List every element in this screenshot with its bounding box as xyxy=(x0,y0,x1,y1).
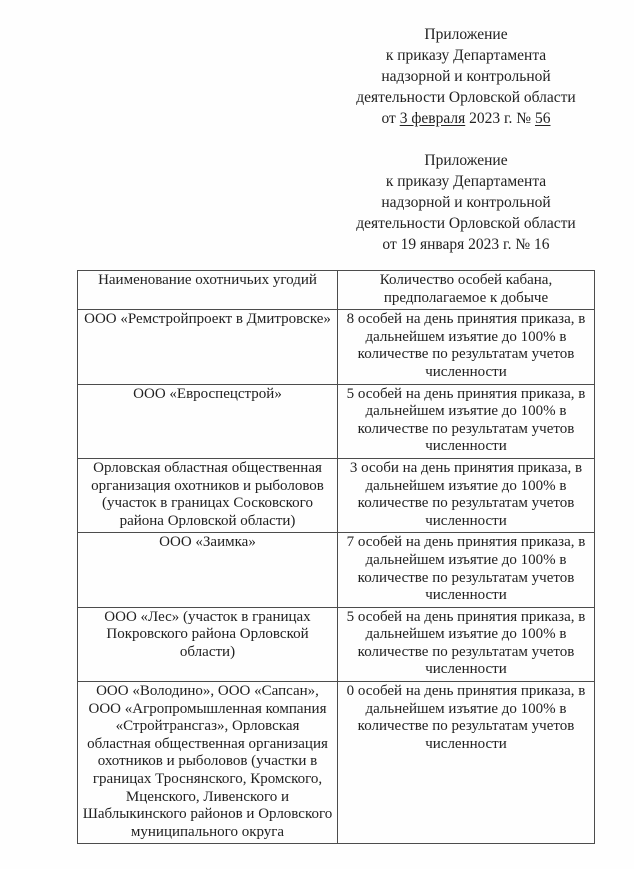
cell-quota: 7 особей на день принятия приказа, в дальнейшем изъятие до 100% в количестве по результатам учетов численности xyxy=(338,533,595,607)
table-row xyxy=(78,533,595,607)
cell-quota: 3 особи на день принятия приказа, в дальнейшем изъятие до 100% в количестве по результатам учетов численности xyxy=(338,458,595,532)
table-row xyxy=(78,458,595,532)
table-row xyxy=(78,384,595,458)
annex1-line-4: деятельности Орловской области xyxy=(356,89,576,106)
date-middle: 2023 г. № xyxy=(465,110,535,127)
annex1-line-2: к приказу Департамента xyxy=(385,47,547,64)
cell-grounds: ООО «Евроспецстрой» xyxy=(78,384,338,458)
annex-header-1 xyxy=(318,24,614,129)
table-row xyxy=(78,607,595,681)
cell-grounds: Орловская областная общественная организация охотников и рыболовов (участок в границах Сосковского района Орловской области) xyxy=(78,458,338,532)
order-number-underlined: 56 xyxy=(534,110,551,127)
annex2-line-4: деятельности Орловской области xyxy=(356,215,576,232)
annex-header-2 xyxy=(318,150,614,255)
table-header-row xyxy=(78,271,595,310)
table-row xyxy=(78,310,595,384)
annex2-line-1: Приложение xyxy=(424,152,508,169)
annex1-line-3: надзорной и контрольной xyxy=(381,68,551,85)
cell-quota: 0 особей на день принятия приказа, в дальнейшем изъятие до 100% в количестве по результатам учетов численности xyxy=(338,682,595,844)
annex2-line-3: надзорной и контрольной xyxy=(381,194,551,211)
cell-grounds: ООО «Лес» (участок в границах Покровского района Орловской области) xyxy=(78,607,338,681)
date-underlined: 3 февраля xyxy=(399,110,466,127)
annex1-line-1: Приложение xyxy=(424,26,508,43)
date-prefix: от xyxy=(381,110,400,127)
header-boar-count: Количество особей кабана, предполагаемое к добыче xyxy=(338,271,595,310)
table-row xyxy=(78,682,595,844)
cell-grounds: ООО «Ремстройпроект в Дмитровске» xyxy=(78,310,338,384)
header-hunting-grounds: Наименование охотничьих угодий xyxy=(78,271,338,310)
cell-grounds: ООО «Заимка» xyxy=(78,533,338,607)
annex2-date-line: от 19 января 2023 г. № 16 xyxy=(382,236,550,253)
cell-grounds: ООО «Володино», ООО «Сапсан», ООО «Агропромышленная компания «Стройтрансгаз», Орловская областная общественная организация охотников и рыболовов (участки в границах Троснянского, Кромского, Мценского, Ливенского и Шаблыкинского районов и Орловского муниципального округа xyxy=(78,682,338,844)
cell-quota: 8 особей на день принятия приказа, в дальнейшем изъятие до 100% в количестве по результатам учетов численности xyxy=(338,310,595,384)
cell-quota: 5 особей на день принятия приказа, в дальнейшем изъятие до 100% в количестве по результатам учетов численности xyxy=(338,607,595,681)
cell-quota: 5 особей на день принятия приказа, в дальнейшем изъятие до 100% в количестве по результатам учетов численности xyxy=(338,384,595,458)
boar-quota-table xyxy=(77,270,595,844)
annex2-line-2: к приказу Департамента xyxy=(385,173,547,190)
annex1-date-line xyxy=(318,108,614,129)
